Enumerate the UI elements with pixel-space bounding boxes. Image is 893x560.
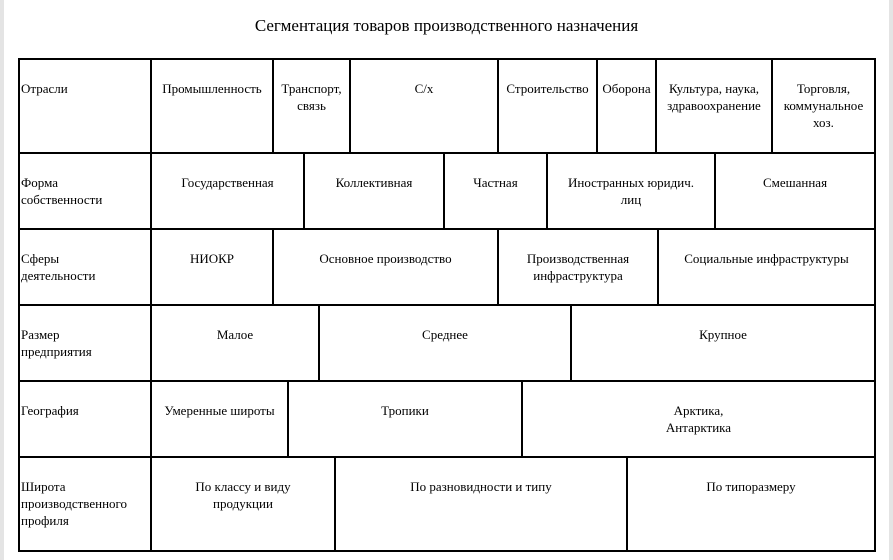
row-header-activity-spheres: Сферы деятельности — [18, 228, 152, 306]
cell-production-profile: По типоразмеру — [626, 456, 876, 552]
page-title: Сегментация товаров производственного назначения — [254, 16, 639, 35]
row-header-industries: Отрасли — [18, 58, 152, 154]
cell-industry: Культура, наука, здравоохранение — [655, 58, 773, 154]
cell-production-profile: По классу и виду продукции — [150, 456, 336, 552]
row-header-geography: География — [18, 380, 152, 458]
cell-ownership: Частная — [443, 152, 548, 230]
cell-industry: Оборона — [596, 58, 657, 154]
cell-activity-sphere: Основное производство — [272, 228, 499, 306]
cell-activity-sphere: Социальные инфраструктуры — [657, 228, 876, 306]
cell-industry: Промышленность — [150, 58, 274, 154]
cell-industry: Торговля, коммунальное хоз. — [771, 58, 876, 154]
cell-activity-sphere: НИОКР — [150, 228, 274, 306]
row-header-ownership: Форма собственности — [18, 152, 152, 230]
cell-geography: Умеренные широты — [150, 380, 289, 458]
cell-production-profile: По разновидности и типу — [334, 456, 628, 552]
cell-ownership: Иностранных юридич. лиц — [546, 152, 716, 230]
cell-geography: Тропики — [287, 380, 523, 458]
cell-enterprise-size: Крупное — [570, 304, 876, 382]
cell-industry: Транспорт, связь — [272, 58, 351, 154]
cell-geography: Арктика, Антарктика — [521, 380, 876, 458]
cell-ownership: Государственная — [150, 152, 305, 230]
cell-ownership: Смешанная — [714, 152, 876, 230]
cell-industry: Строительство — [497, 58, 598, 154]
cell-enterprise-size: Среднее — [318, 304, 572, 382]
row-header-production-profile: Широта производственного профиля — [18, 456, 152, 552]
cell-activity-sphere: Производственная инфраструктура — [497, 228, 659, 306]
cell-enterprise-size: Малое — [150, 304, 320, 382]
cell-ownership: Коллективная — [303, 152, 445, 230]
cell-industry: С/х — [349, 58, 499, 154]
row-header-enterprise-size: Размер предприятия — [18, 304, 152, 382]
